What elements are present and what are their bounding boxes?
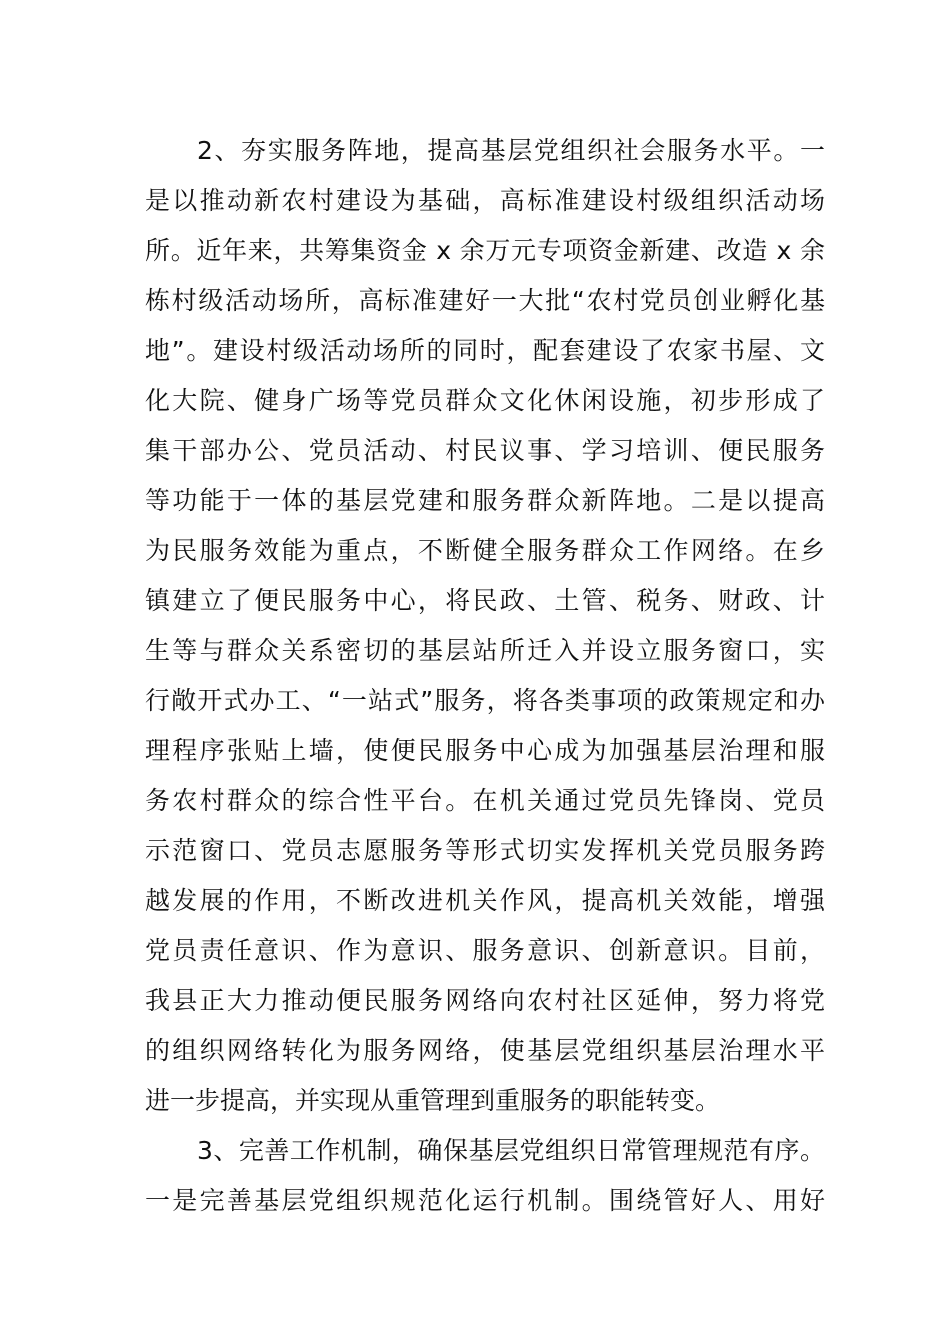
paragraph-2-line-14: 务农村群众的综合性平台。在机关通过党员先锋岗、党员 (145, 786, 825, 815)
paragraph-2-line-8: 等功能于一体的基层党建和服务群众新阵地。二是以提高 (145, 486, 825, 515)
paragraph-2-line-9: 为民服务效能为重点，不断健全服务群众工作网络。在乡 (145, 536, 825, 565)
paragraph-2-line-19: 的组织网络转化为服务网络，使基层党组织基层治理水平 (145, 1036, 825, 1065)
paragraph-3-line-2: 一是完善基层党组织规范化运行机制。围绕管好人、用好 (145, 1186, 825, 1215)
paragraph-2-line-3: 所。近年来，共筹集资金 x 余万元专项资金新建、改造 x 余 (145, 236, 825, 265)
paragraph-2-line-10: 镇建立了便民服务中心，将民政、土管、税务、财政、计 (145, 586, 825, 615)
paragraph-2-line-16: 越发展的作用，不断改进机关作风，提高机关效能，增强 (145, 886, 825, 915)
body-text (145, 126, 825, 1226)
paragraph-2-line-7: 集干部办公、党员活动、村民议事、学习培训、便民服务 (145, 436, 825, 465)
paragraph-2-line-4: 栋村级活动场所，高标准建好一大批“农村党员创业孵化基 (145, 286, 825, 315)
paragraph-2-line-17: 党员责任意识、作为意识、服务意识、创新意识。目前， (145, 936, 825, 965)
paragraph-2-line-12: 行敞开式办工、“一站式”服务，将各类事项的政策规定和办 (145, 686, 825, 715)
paragraph-2-line-18: 我县正大力推动便民服务网络向农村社区延伸，努力将党 (145, 986, 825, 1015)
paragraph-2-line-13: 理程序张贴上墙，使便民服务中心成为加强基层治理和服 (145, 736, 825, 765)
paragraph-2-line-15: 示范窗口、党员志愿服务等形式切实发挥机关党员服务跨 (145, 836, 825, 865)
paragraph-2-line-1: 2、夯实服务阵地，提高基层党组织社会服务水平。一 (197, 136, 825, 165)
paragraph-2-line-5: 地”。建设村级活动场所的同时，配套建设了农家书屋、文 (145, 336, 825, 365)
paragraph-2-line-6: 化大院、健身广场等党员群众文化休闲设施，初步形成了 (145, 386, 825, 415)
paragraph-2-line-20: 进一步提高，并实现从重管理到重服务的职能转变。 (145, 1086, 721, 1115)
paragraph-3-line-1: 3、完善工作机制，确保基层党组织日常管理规范有序。 (197, 1136, 825, 1165)
paragraph-2-line-2: 是以推动新农村建设为基础，高标准建设村级组织活动场 (145, 186, 825, 215)
paragraph-2-line-11: 生等与群众关系密切的基层站所迁入并设立服务窗口，实 (145, 636, 825, 665)
